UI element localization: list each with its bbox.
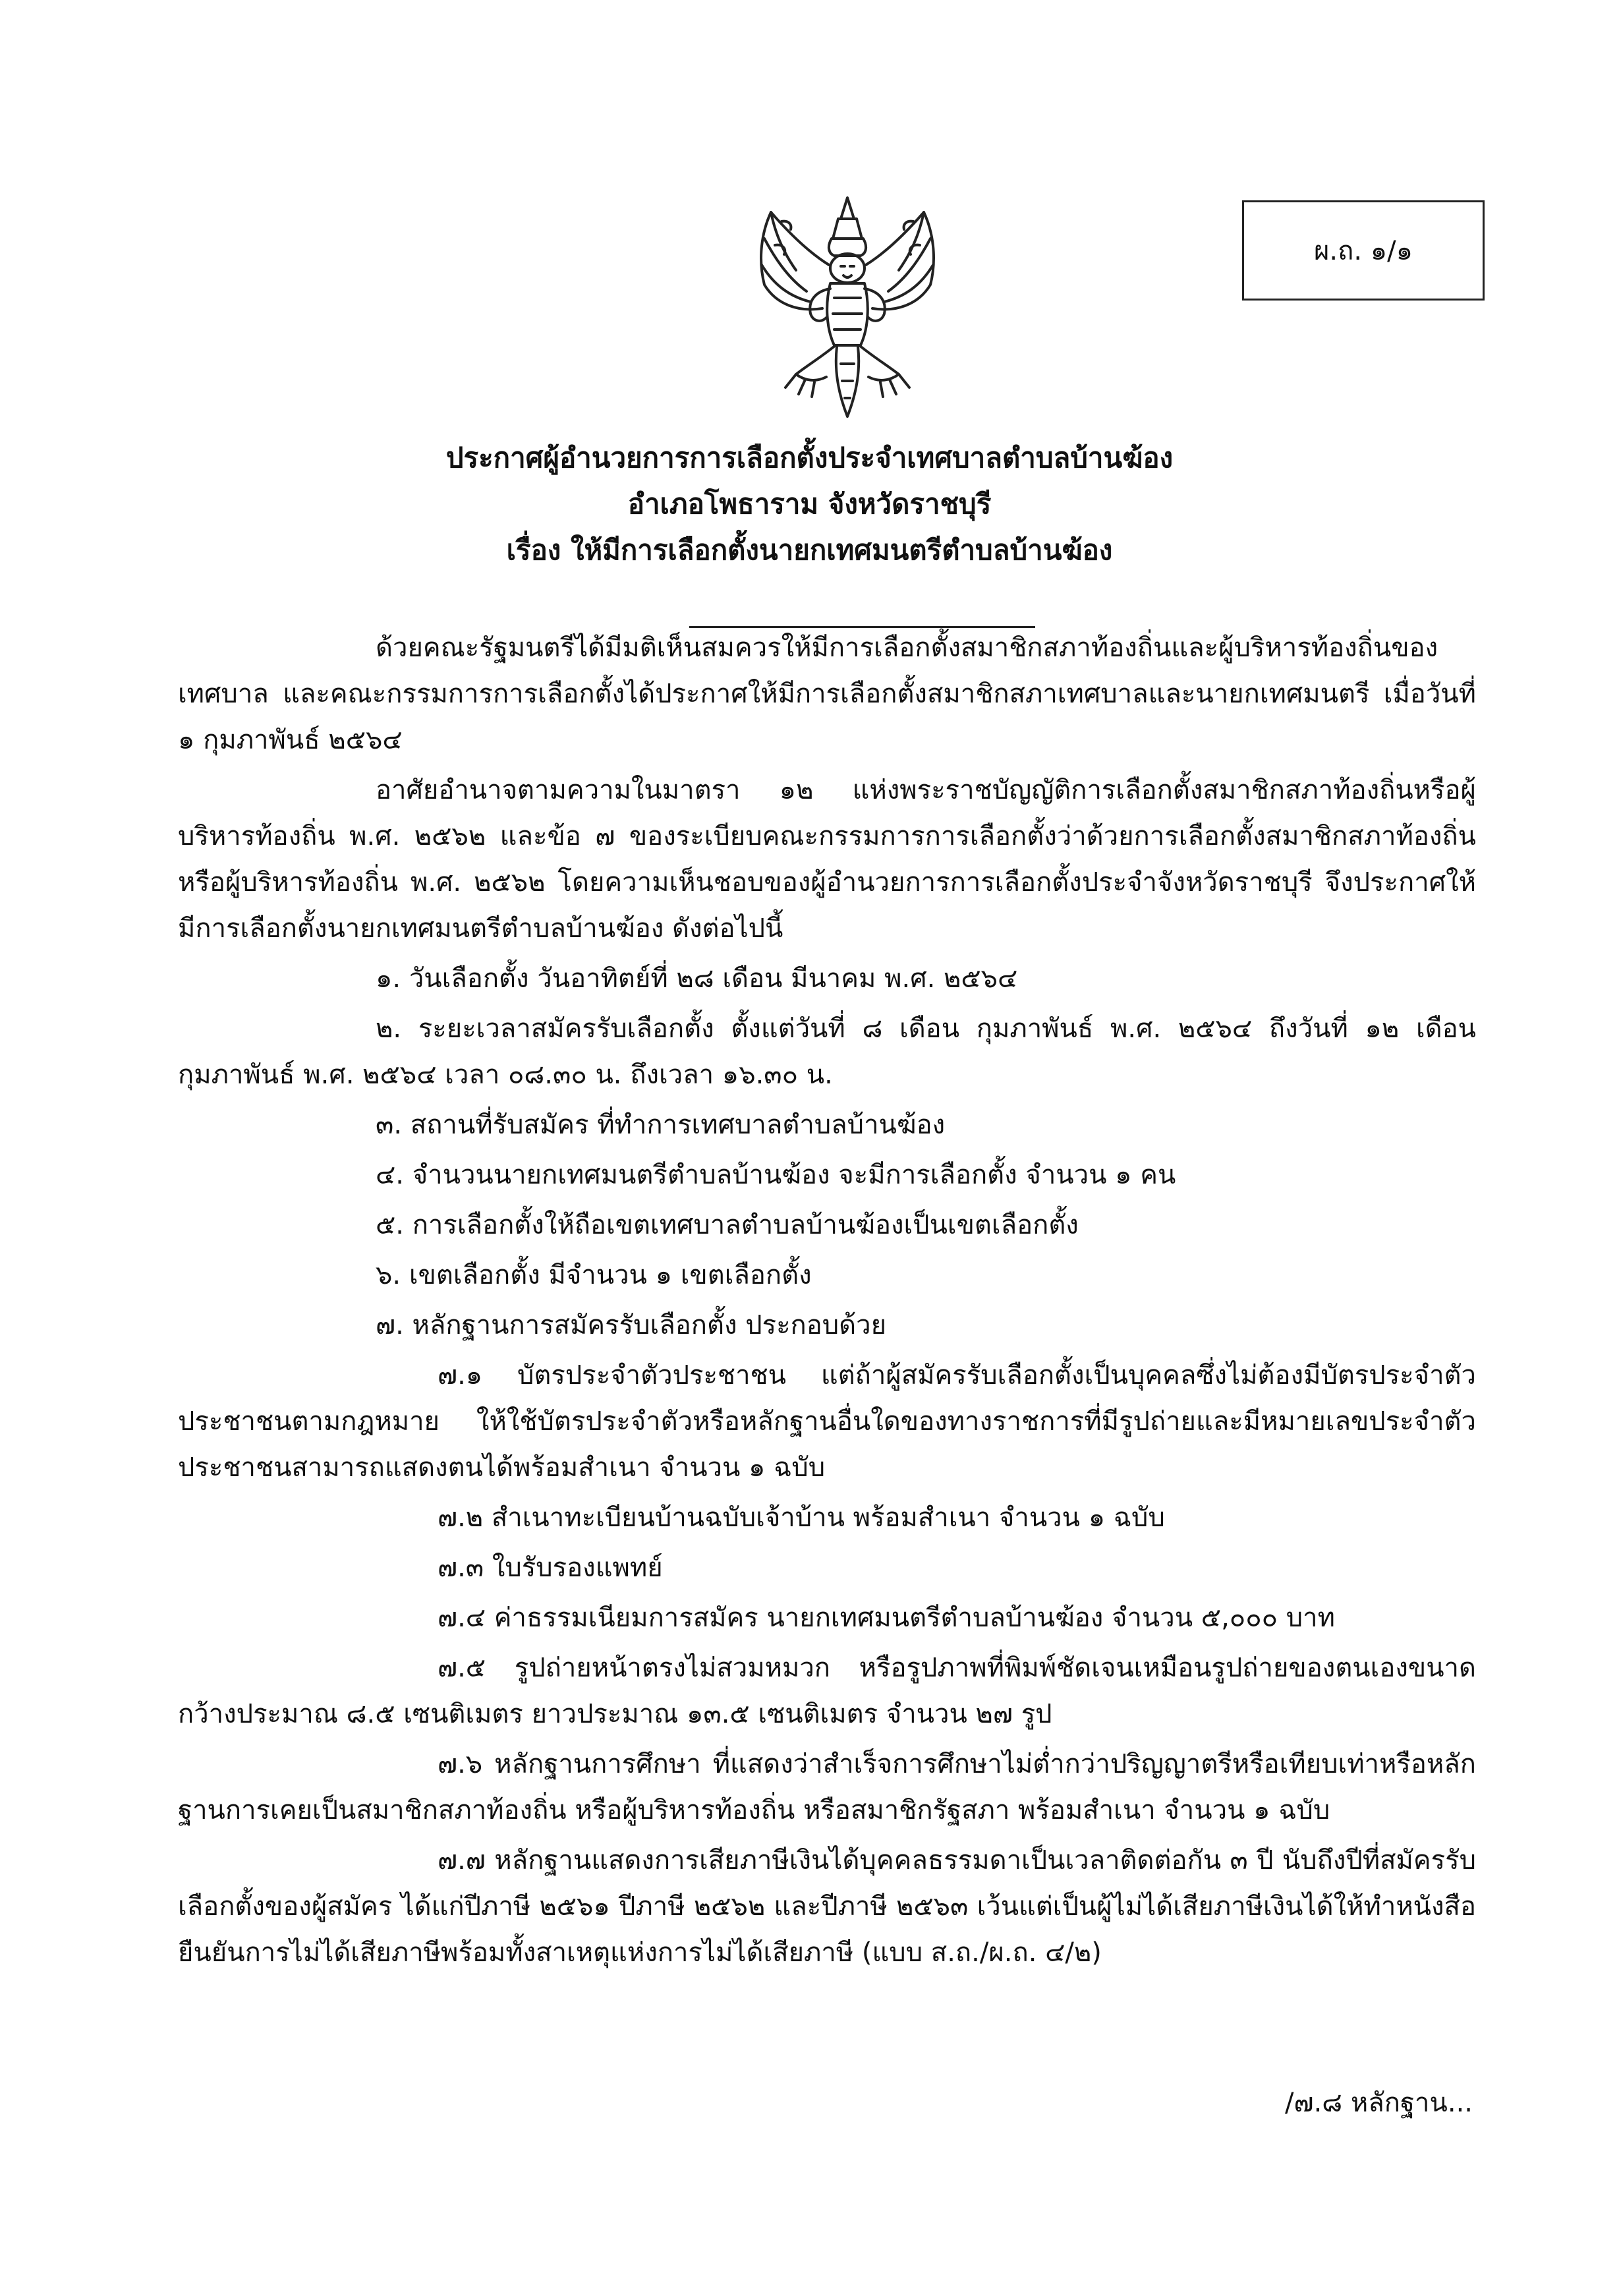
heading-title: ประกาศผู้อำนวยการการเลือกตั้งประจำเทศบาลตำบลบ้านฆ้อง	[445, 442, 1174, 474]
item-number-of-mayors: ๔. จำนวนนายกเทศมนตรีตำบลบ้านฆ้อง จะมีการเลือกตั้ง จำนวน ๑ คน	[376, 1160, 1176, 1190]
paragraph-authority: อาศัยอำนาจตามความในมาตรา ๑๒ แห่งพระราชบัญญัติการเลือกตั้งสมาชิกสภาท้องถิ่นหรือผู้บริหารท้องถิ่น พ.ศ. ๒๕๖๒ และข้อ ๗ ของระเบียบคณะกรรมการการเลือกตั้งว่าด้วยการเลือกตั้งสมาชิกสภาท้องถิ่นหรือผู้บริหารท้องถิ่น พ.ศ. ๒๕๖๒ โดยความเห็นชอบของผู้อำนวยการการเลือกตั้งประจำจังหวัดราชบุรี จึงประกาศให้มีการเลือกตั้งนายกเทศมนตรีตำบลบ้านฆ้อง ดังต่อไปนี้	[178, 775, 1476, 944]
item-application-period: ๒. ระยะเวลาสมัครรับเลือกตั้ง ตั้งแต่วันที่ ๘ เดือน กุมภาพันธ์ พ.ศ. ๒๕๖๔ ถึงวันที่ ๑๒ เดือน กุมภาพันธ์ พ.ศ. ๒๕๖๔ เวลา ๐๘.๓๐ น. ถึงเวลา ๑๖.๓๐ น.	[178, 1014, 1476, 1090]
continuation-reference: /๗.๘ หลักฐาน...	[1285, 2088, 1473, 2118]
item-required-documents: ๗. หลักฐานการสมัครรับเลือกตั้ง ประกอบด้วย	[376, 1310, 887, 1340]
garuda-emblem	[742, 192, 953, 423]
item-constituency: ๕. การเลือกตั้งให้ถือเขตเทศบาลตำบลบ้านฆ้องเป็นเขตเลือกตั้ง	[376, 1210, 1079, 1240]
subitem-application-fee: ๗.๔ ค่าธรรมเนียมการสมัคร นายกเทศมนตรีตำบลบ้านฆ้อง จำนวน ๕,๐๐๐ บาท	[438, 1603, 1335, 1633]
subitem-tax-evidence: ๗.๗ หลักฐานแสดงการเสียภาษีเงินได้บุคคลธรรมดาเป็นเวลาติดต่อกัน ๓ ปี นับถึงปีที่สมัครรับเลือกตั้งของผู้สมัคร ได้แก่ปีภาษี ๒๕๖๑ ปีภาษี ๒๕๖๒ และปีภาษี ๒๕๖๓ เว้นแต่เป็นผู้ไม่ได้เสียภาษีเงินได้ให้ทำหนังสือยืนยันการไม่ได้เสียภาษีพร้อมทั้งสาเหตุแห่งการไม่ได้เสียภาษี (แบบ ส.ถ./ผ.ถ. ๔/๒)	[178, 1845, 1476, 1968]
form-code: ผ.ถ. ๑/๑	[1242, 200, 1485, 301]
subitem-photographs: ๗.๕ รูปถ่ายหน้าตรงไม่สวมหมวก หรือรูปภาพที่พิมพ์ชัดเจนเหมือนรูปถ่ายของตนเองขนาดกว้างประมาณ ๘.๕ เซนติเมตร ยาวประมาณ ๑๓.๕ เซนติเมตร จำนวน ๒๗ รูป	[178, 1653, 1476, 1729]
subitem-education-evidence: ๗.๖ หลักฐานการศึกษา ที่แสดงว่าสำเร็จการศึกษาไม่ต่ำกว่าปริญญาตรีหรือเทียบเท่าหรือหลักฐานการเคยเป็นสมาชิกสภาท้องถิ่น หรือผู้บริหารท้องถิ่น หรือสมาชิกรัฐสภา พร้อมสำเนา จำนวน ๑ ฉบับ	[178, 1749, 1476, 1825]
subitem-medical-certificate: ๗.๓ ใบรับรองแพทย์	[438, 1553, 663, 1583]
paragraph-background: ด้วยคณะรัฐมนตรีได้มีมติเห็นสมควรให้มีการเลือกตั้งสมาชิกสภาท้องถิ่นและผู้บริหารท้องถิ่นของเทศบาล และคณะกรรมการการเลือกตั้งได้ประกาศให้มีการเลือกตั้งสมาชิกสภาเทศบาลและนายกเทศมนตรี เมื่อวันที่ ๑ กุมภาพันธ์ ๒๕๖๔	[178, 633, 1476, 755]
announcement-heading	[0, 435, 1619, 573]
item-constituency-count: ๖. เขตเลือกตั้ง มีจำนวน ๑ เขตเลือกตั้ง	[376, 1260, 812, 1290]
heading-subject: เรื่อง ให้มีการเลือกตั้งนายกเทศมนตรีตำบลบ้านฆ้อง	[506, 534, 1113, 566]
heading-location: อำเภอโพธาราม จังหวัดราชบุรี	[627, 488, 992, 520]
item-election-date: ๑. วันเลือกตั้ง วันอาทิตย์ที่ ๒๘ เดือน มีนาคม พ.ศ. ๒๕๖๔	[376, 963, 1018, 994]
subitem-id-card: ๗.๑ บัตรประจำตัวประชาชน แต่ถ้าผู้สมัครรับเลือกตั้งเป็นบุคคลซึ่งไม่ต้องมีบัตรประจำตัวประชาชนตามกฎหมาย ให้ใช้บัตรประจำตัวหรือหลักฐานอื่นใดของทางราชการที่มีรูปถ่ายและมีหมายเลขประจำตัวประชาชนสามารถแสดงตนได้พร้อมสำเนา จำนวน ๑ ฉบับ	[178, 1360, 1476, 1483]
announcement-body	[178, 625, 1476, 1980]
item-application-place: ๓. สถานที่รับสมัคร ที่ทำการเทศบาลตำบลบ้านฆ้อง	[376, 1110, 946, 1140]
subitem-house-registration: ๗.๒ สำเนาทะเบียนบ้านฉบับเจ้าบ้าน พร้อมสำเนา จำนวน ๑ ฉบับ	[438, 1503, 1165, 1533]
